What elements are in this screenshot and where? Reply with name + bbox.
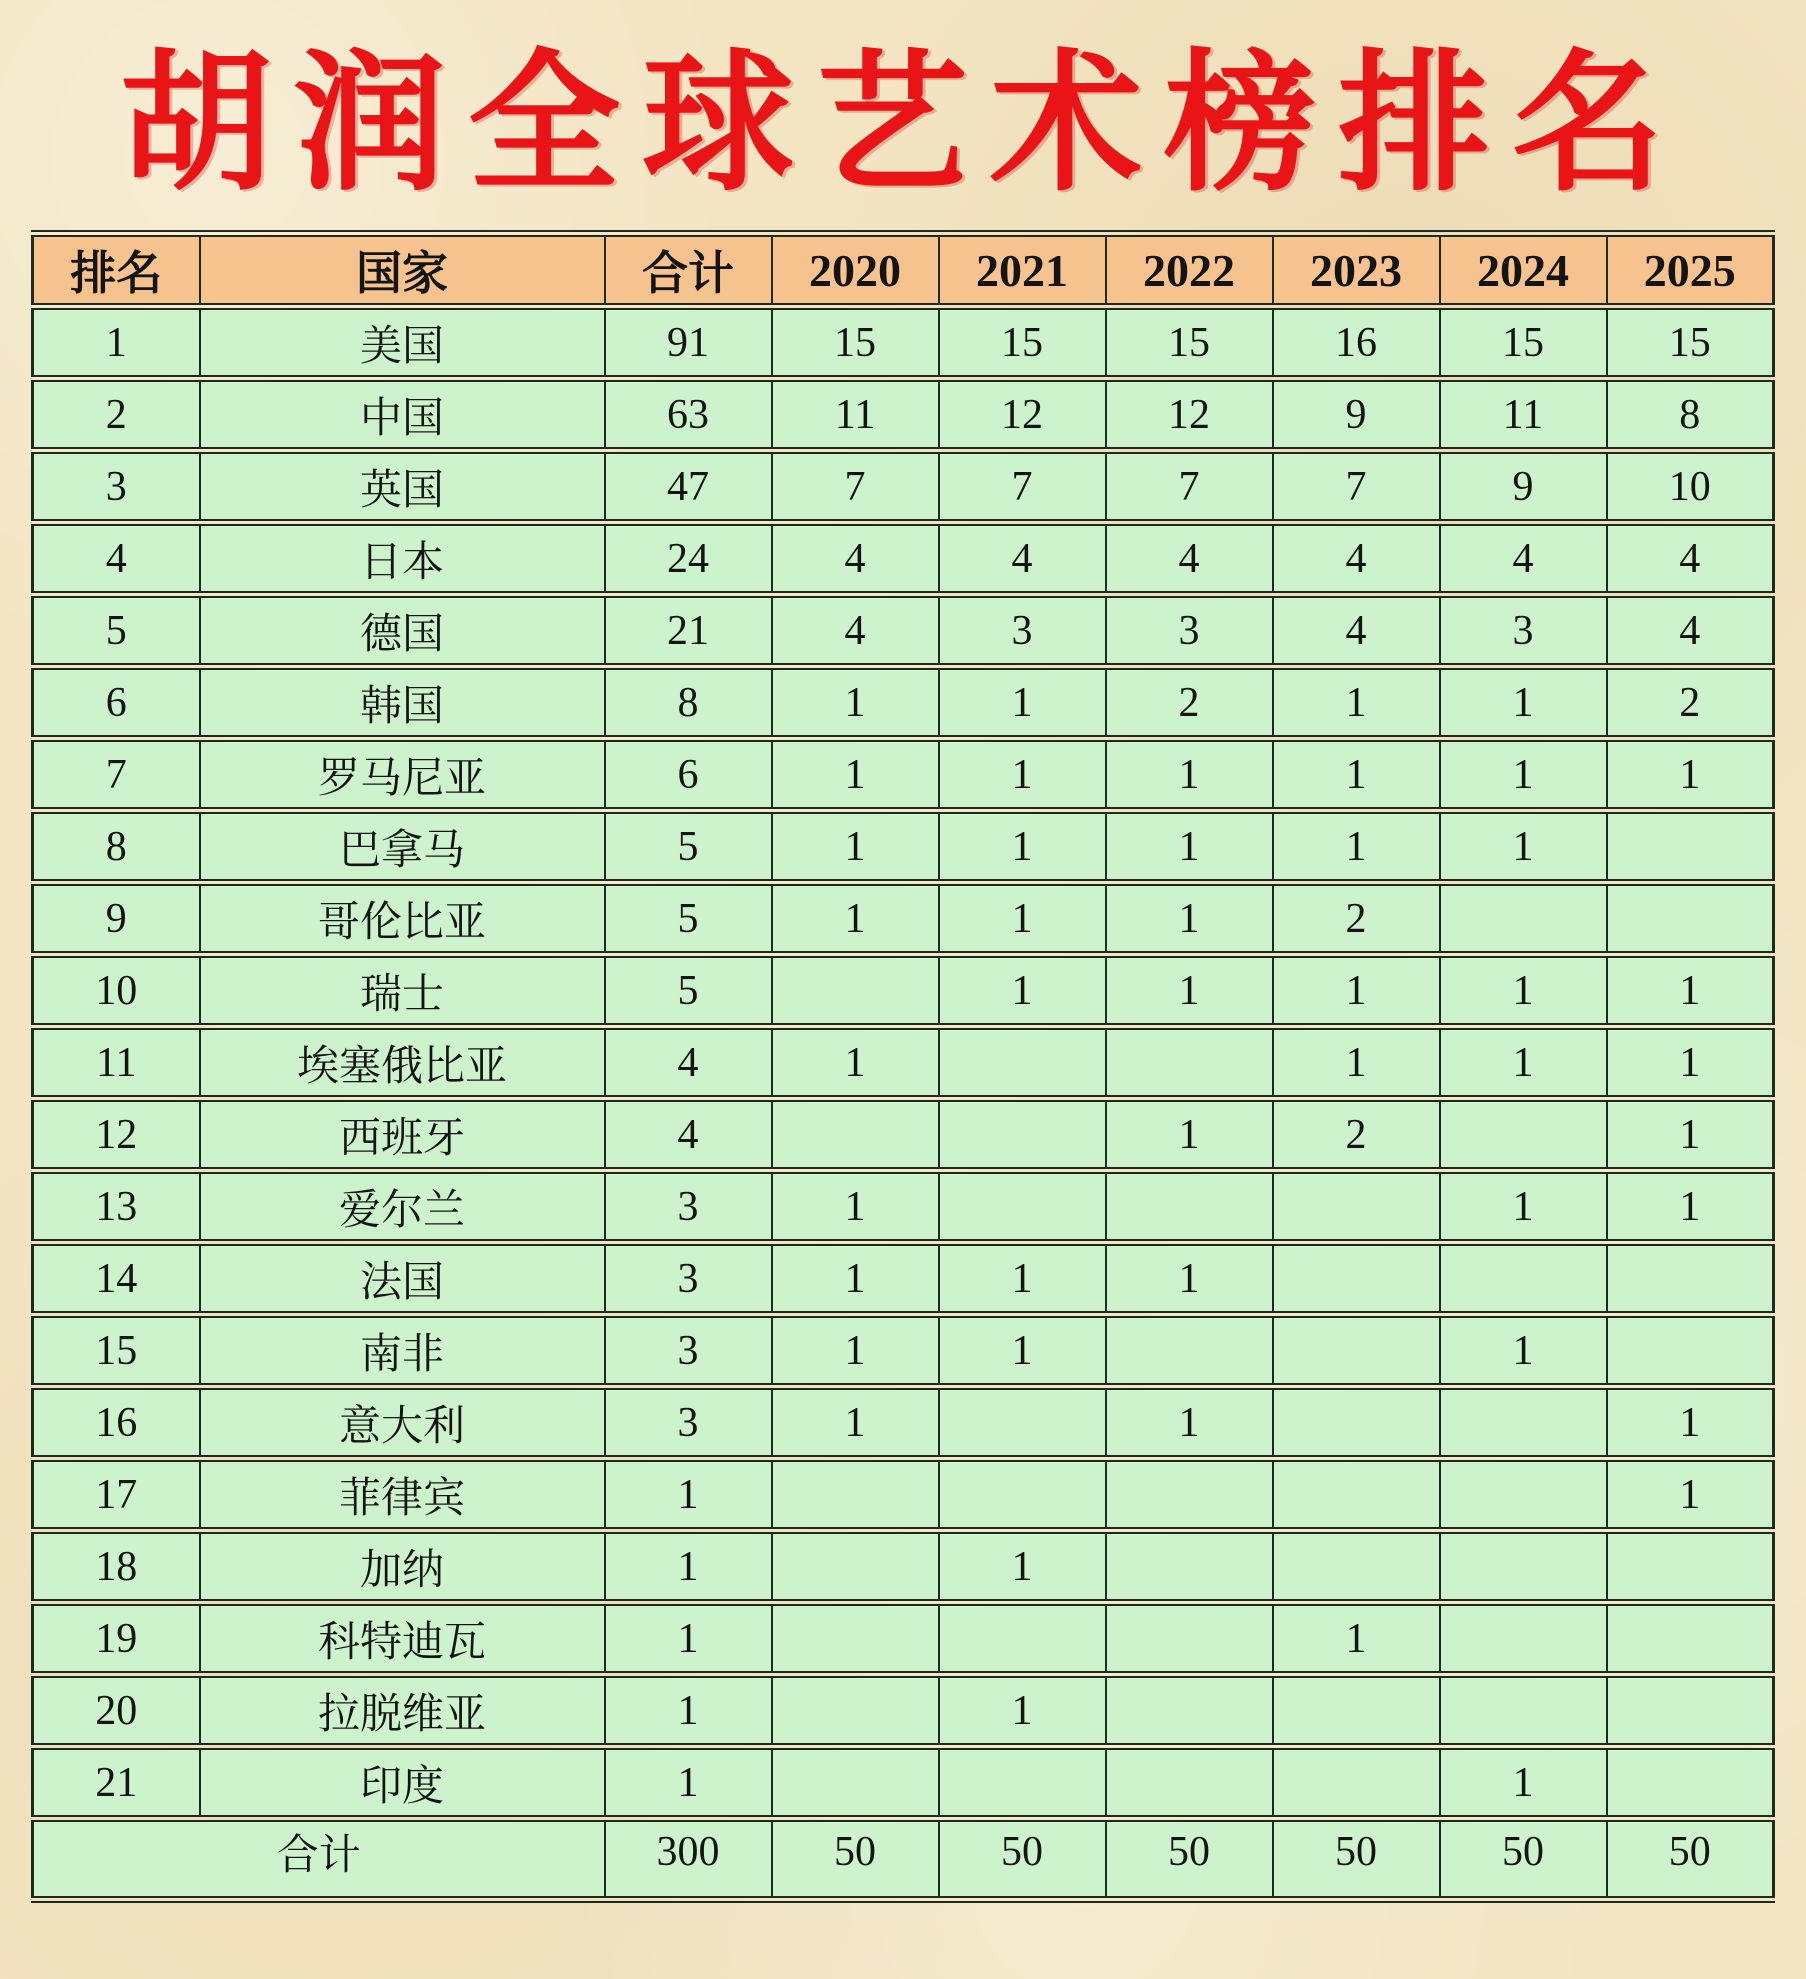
cell-2025	[1607, 1675, 1774, 1747]
cell-total: 63	[605, 379, 772, 451]
cell-2021: 1	[939, 955, 1106, 1027]
cell-2023	[1273, 1531, 1440, 1603]
cell-rank: 19	[33, 1603, 200, 1675]
cell-country: 英国	[200, 451, 605, 523]
cell-2023: 1	[1273, 1603, 1440, 1675]
cell-2024: 1	[1440, 1027, 1607, 1099]
cell-total: 3	[605, 1171, 772, 1243]
cell-2023: 7	[1273, 451, 1440, 523]
cell-2025: 1	[1607, 1027, 1774, 1099]
cell-2021	[939, 1459, 1106, 1531]
cell-2021: 1	[939, 1243, 1106, 1315]
cell-country: 埃塞俄比亚	[200, 1027, 605, 1099]
cell-2020	[772, 955, 939, 1027]
cell-country: 法国	[200, 1243, 605, 1315]
cell-rank: 3	[33, 451, 200, 523]
cell-2021	[939, 1171, 1106, 1243]
cell-total: 4	[605, 1099, 772, 1171]
cell-rank: 18	[33, 1531, 200, 1603]
cell-2023	[1273, 1171, 1440, 1243]
cell-2024: 1	[1440, 1171, 1607, 1243]
total-value: 50	[772, 1819, 939, 1900]
cell-2023: 1	[1273, 1027, 1440, 1099]
cell-2025: 1	[1607, 1387, 1774, 1459]
cell-country: 韩国	[200, 667, 605, 739]
total-value: 300	[605, 1819, 772, 1900]
cell-2020: 1	[772, 811, 939, 883]
cell-2024: 1	[1440, 811, 1607, 883]
cell-rank: 8	[33, 811, 200, 883]
cell-country: 拉脱维亚	[200, 1675, 605, 1747]
table-row	[33, 667, 1774, 739]
cell-rank: 16	[33, 1387, 200, 1459]
cell-total: 3	[605, 1315, 772, 1387]
column-header: 2023	[1273, 234, 1440, 307]
total-value: 50	[1607, 1819, 1774, 1900]
cell-country: 印度	[200, 1747, 605, 1819]
cell-2020: 1	[772, 1387, 939, 1459]
cell-total: 5	[605, 955, 772, 1027]
cell-2022	[1106, 1027, 1273, 1099]
cell-country: 意大利	[200, 1387, 605, 1459]
header-row	[33, 234, 1774, 307]
cell-2022: 1	[1106, 1243, 1273, 1315]
cell-2021: 1	[939, 1675, 1106, 1747]
cell-2022	[1106, 1171, 1273, 1243]
cell-2022: 1	[1106, 739, 1273, 811]
cell-2025: 8	[1607, 379, 1774, 451]
cell-2025: 4	[1607, 595, 1774, 667]
page-title: 胡润全球艺术榜排名	[120, 41, 1686, 209]
cell-country: 日本	[200, 523, 605, 595]
table-row	[33, 955, 1774, 1027]
cell-2023: 2	[1273, 1099, 1440, 1171]
cell-country: 巴拿马	[200, 811, 605, 883]
cell-2024: 1	[1440, 955, 1607, 1027]
ranking-table	[31, 230, 1775, 1903]
table-row	[33, 1027, 1774, 1099]
cell-rank: 21	[33, 1747, 200, 1819]
cell-2025: 1	[1607, 739, 1774, 811]
cell-2023: 1	[1273, 955, 1440, 1027]
cell-total: 1	[605, 1603, 772, 1675]
cell-rank: 11	[33, 1027, 200, 1099]
cell-total: 24	[605, 523, 772, 595]
column-header: 2020	[772, 234, 939, 307]
cell-2024	[1440, 1387, 1607, 1459]
column-header: 国家	[200, 234, 605, 307]
cell-country: 爱尔兰	[200, 1171, 605, 1243]
table-row	[33, 523, 1774, 595]
cell-rank: 15	[33, 1315, 200, 1387]
cell-2020	[772, 1675, 939, 1747]
cell-rank: 20	[33, 1675, 200, 1747]
cell-2023: 9	[1273, 379, 1440, 451]
table-row	[33, 739, 1774, 811]
cell-2022	[1106, 1603, 1273, 1675]
cell-rank: 14	[33, 1243, 200, 1315]
column-header: 排名	[33, 234, 200, 307]
table-row	[33, 1675, 1774, 1747]
cell-2024	[1440, 1099, 1607, 1171]
cell-2020: 7	[772, 451, 939, 523]
table-row	[33, 1315, 1774, 1387]
cell-2025: 4	[1607, 523, 1774, 595]
cell-2023	[1273, 1315, 1440, 1387]
table-row	[33, 1243, 1774, 1315]
cell-2021	[939, 1747, 1106, 1819]
cell-2024: 15	[1440, 307, 1607, 379]
cell-2021	[939, 1603, 1106, 1675]
table-row	[33, 811, 1774, 883]
cell-2020	[772, 1099, 939, 1171]
cell-total: 1	[605, 1459, 772, 1531]
cell-total: 91	[605, 307, 772, 379]
cell-2022: 1	[1106, 1387, 1273, 1459]
table-row	[33, 1747, 1774, 1819]
cell-2022	[1106, 1531, 1273, 1603]
cell-2020: 1	[772, 1315, 939, 1387]
cell-2020: 1	[772, 1243, 939, 1315]
total-label: 合计	[33, 1819, 605, 1900]
cell-2022: 1	[1106, 1099, 1273, 1171]
column-header: 2022	[1106, 234, 1273, 307]
cell-2021: 7	[939, 451, 1106, 523]
cell-2024	[1440, 1243, 1607, 1315]
table-row	[33, 1171, 1774, 1243]
cell-2024	[1440, 883, 1607, 955]
cell-2025: 15	[1607, 307, 1774, 379]
cell-2025: 1	[1607, 1171, 1774, 1243]
cell-2020: 1	[772, 883, 939, 955]
cell-country: 西班牙	[200, 1099, 605, 1171]
cell-2021: 1	[939, 1315, 1106, 1387]
cell-2022: 12	[1106, 379, 1273, 451]
cell-2020: 1	[772, 739, 939, 811]
cell-2020: 1	[772, 667, 939, 739]
cell-total: 1	[605, 1531, 772, 1603]
cell-country: 瑞士	[200, 955, 605, 1027]
total-value: 50	[1273, 1819, 1440, 1900]
cell-2020: 11	[772, 379, 939, 451]
cell-2024: 1	[1440, 1315, 1607, 1387]
cell-2021: 1	[939, 1531, 1106, 1603]
column-header: 2021	[939, 234, 1106, 307]
cell-total: 1	[605, 1747, 772, 1819]
cell-2024: 4	[1440, 523, 1607, 595]
column-header: 2025	[1607, 234, 1774, 307]
cell-2021	[939, 1099, 1106, 1171]
cell-country: 菲律宾	[200, 1459, 605, 1531]
table-row	[33, 883, 1774, 955]
column-header: 合计	[605, 234, 772, 307]
cell-2021: 4	[939, 523, 1106, 595]
total-row	[33, 1819, 1774, 1900]
cell-2022: 1	[1106, 811, 1273, 883]
cell-2023: 4	[1273, 595, 1440, 667]
total-value: 50	[1106, 1819, 1273, 1900]
cell-2021: 12	[939, 379, 1106, 451]
cell-2023: 1	[1273, 811, 1440, 883]
cell-country: 罗马尼亚	[200, 739, 605, 811]
table-row	[33, 379, 1774, 451]
cell-2025: 1	[1607, 955, 1774, 1027]
cell-2025	[1607, 1243, 1774, 1315]
cell-2024	[1440, 1603, 1607, 1675]
cell-2020: 1	[772, 1171, 939, 1243]
cell-total: 5	[605, 883, 772, 955]
cell-total: 5	[605, 811, 772, 883]
table-row	[33, 1387, 1774, 1459]
table-row	[33, 307, 1774, 379]
cell-total: 21	[605, 595, 772, 667]
cell-2022	[1106, 1459, 1273, 1531]
column-header: 2024	[1440, 234, 1607, 307]
cell-rank: 13	[33, 1171, 200, 1243]
cell-2023: 1	[1273, 739, 1440, 811]
cell-rank: 6	[33, 667, 200, 739]
cell-2025	[1607, 1747, 1774, 1819]
cell-rank: 7	[33, 739, 200, 811]
cell-2024	[1440, 1675, 1607, 1747]
cell-2022: 1	[1106, 955, 1273, 1027]
cell-2024: 1	[1440, 667, 1607, 739]
cell-rank: 1	[33, 307, 200, 379]
cell-2021: 1	[939, 811, 1106, 883]
cell-2023: 16	[1273, 307, 1440, 379]
cell-2023	[1273, 1459, 1440, 1531]
cell-2025: 10	[1607, 451, 1774, 523]
cell-2020	[772, 1747, 939, 1819]
cell-2024	[1440, 1531, 1607, 1603]
cell-2025: 1	[1607, 1459, 1774, 1531]
cell-2021: 1	[939, 883, 1106, 955]
cell-country: 加纳	[200, 1531, 605, 1603]
cell-2021	[939, 1387, 1106, 1459]
total-value: 50	[939, 1819, 1106, 1900]
cell-rank: 5	[33, 595, 200, 667]
table-row	[33, 1603, 1774, 1675]
cell-2022: 4	[1106, 523, 1273, 595]
cell-2023: 2	[1273, 883, 1440, 955]
cell-2022: 2	[1106, 667, 1273, 739]
cell-total: 3	[605, 1387, 772, 1459]
cell-2020	[772, 1459, 939, 1531]
cell-2021: 1	[939, 667, 1106, 739]
cell-2023	[1273, 1747, 1440, 1819]
cell-2025	[1607, 1315, 1774, 1387]
cell-2020: 4	[772, 595, 939, 667]
cell-2021	[939, 1027, 1106, 1099]
cell-total: 47	[605, 451, 772, 523]
cell-rank: 17	[33, 1459, 200, 1531]
cell-2024: 11	[1440, 379, 1607, 451]
cell-rank: 2	[33, 379, 200, 451]
cell-2022: 15	[1106, 307, 1273, 379]
cell-rank: 4	[33, 523, 200, 595]
table-row	[33, 1099, 1774, 1171]
cell-2020: 15	[772, 307, 939, 379]
cell-2025	[1607, 811, 1774, 883]
cell-2022	[1106, 1315, 1273, 1387]
cell-2025	[1607, 1603, 1774, 1675]
cell-country: 科特迪瓦	[200, 1603, 605, 1675]
cell-2023	[1273, 1675, 1440, 1747]
cell-2020	[772, 1531, 939, 1603]
total-value: 50	[1440, 1819, 1607, 1900]
cell-2023	[1273, 1387, 1440, 1459]
cell-total: 8	[605, 667, 772, 739]
cell-2023: 4	[1273, 523, 1440, 595]
cell-2024: 9	[1440, 451, 1607, 523]
cell-rank: 12	[33, 1099, 200, 1171]
table-body	[33, 307, 1774, 1819]
cell-2024: 1	[1440, 739, 1607, 811]
cell-2022	[1106, 1675, 1273, 1747]
cell-2023	[1273, 1243, 1440, 1315]
cell-country: 南非	[200, 1315, 605, 1387]
table-row	[33, 1459, 1774, 1531]
cell-country: 德国	[200, 595, 605, 667]
cell-2024: 3	[1440, 595, 1607, 667]
cell-2023: 1	[1273, 667, 1440, 739]
cell-2020	[772, 1603, 939, 1675]
cell-rank: 10	[33, 955, 200, 1027]
cell-2025	[1607, 883, 1774, 955]
cell-2020: 1	[772, 1027, 939, 1099]
cell-2022	[1106, 1747, 1273, 1819]
cell-2024: 1	[1440, 1747, 1607, 1819]
cell-2021: 1	[939, 739, 1106, 811]
cell-2025: 2	[1607, 667, 1774, 739]
table-row	[33, 1531, 1774, 1603]
cell-2022: 7	[1106, 451, 1273, 523]
cell-country: 中国	[200, 379, 605, 451]
cell-country: 哥伦比亚	[200, 883, 605, 955]
cell-2022: 3	[1106, 595, 1273, 667]
cell-country: 美国	[200, 307, 605, 379]
cell-total: 3	[605, 1243, 772, 1315]
table-row	[33, 451, 1774, 523]
cell-total: 1	[605, 1675, 772, 1747]
cell-2024	[1440, 1459, 1607, 1531]
cell-rank: 9	[33, 883, 200, 955]
table-row	[33, 595, 1774, 667]
cell-2021: 15	[939, 307, 1106, 379]
cell-2022: 1	[1106, 883, 1273, 955]
cell-2020: 4	[772, 523, 939, 595]
cell-total: 4	[605, 1027, 772, 1099]
cell-total: 6	[605, 739, 772, 811]
cell-2025	[1607, 1531, 1774, 1603]
cell-2021: 3	[939, 595, 1106, 667]
cell-2025: 1	[1607, 1099, 1774, 1171]
